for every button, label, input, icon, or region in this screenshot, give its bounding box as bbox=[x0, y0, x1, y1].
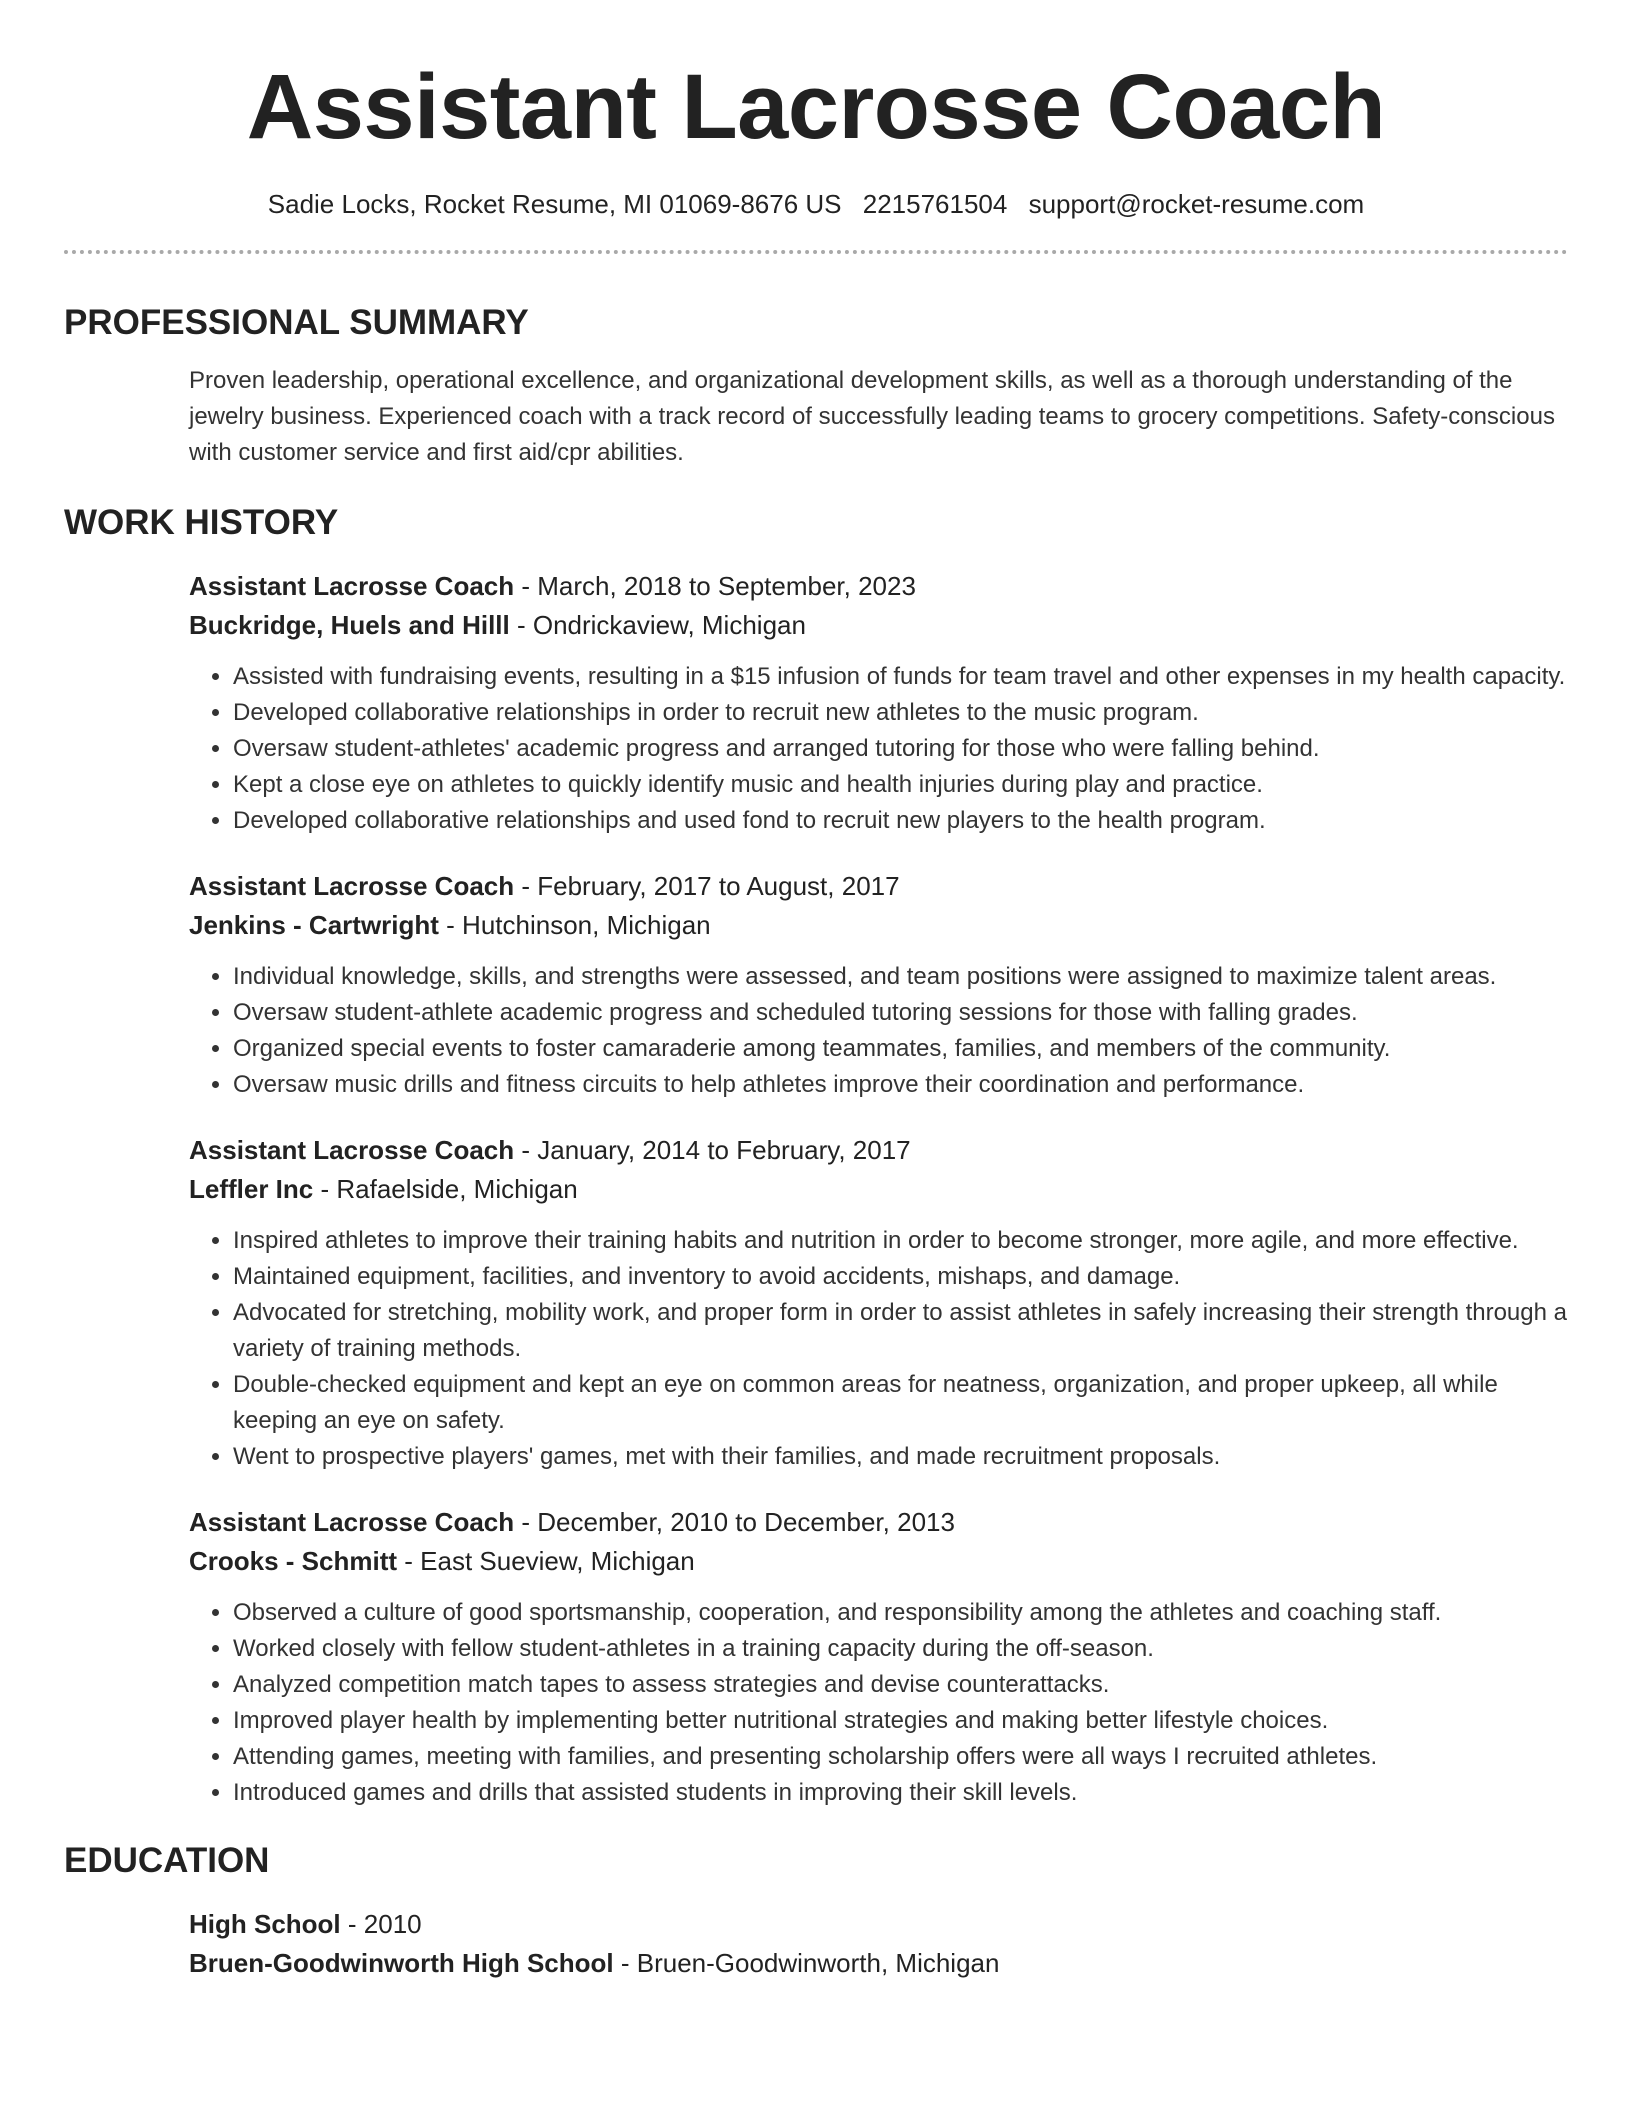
education-degree: High School bbox=[189, 1909, 341, 1939]
job-title-line bbox=[189, 1503, 1568, 1542]
list-item: • Assisted with fundraising events, resulting in a $15 infusion of funds for team travel and other expenses in my health capacity. bbox=[233, 659, 1568, 695]
job-bullet-list bbox=[189, 659, 1568, 839]
list-item: • Individual knowledge, skills, and strengths were assessed, and team positions were assigned to maximize talent areas. bbox=[233, 959, 1568, 995]
job-location: - Rafaelside, Michigan bbox=[313, 1174, 578, 1204]
job-company: Leffler Inc bbox=[189, 1174, 314, 1204]
list-item: • Observed a culture of good sportsmanship, cooperation, and responsibility among the athletes and coaching staff. bbox=[233, 1595, 1568, 1631]
resume-name-title: Assistant Lacrosse Coach bbox=[246, 56, 1386, 158]
job-entry bbox=[189, 867, 1568, 1103]
education-entry bbox=[189, 1905, 1568, 1983]
list-item: • Attending games, meeting with families, and presenting scholarship offers were all ways I recruited athletes. bbox=[233, 1739, 1568, 1775]
job-company: Crooks - Schmitt bbox=[189, 1546, 398, 1576]
job-title: Assistant Lacrosse Coach bbox=[189, 571, 515, 601]
summary-text: Proven leadership, operational excellence, and organizational development skills, as well as a thorough understanding of the jewelry business. Experienced coach with a track record of successfully leading teams to grocery competitions. Safety-conscious with customer service and first aid/cpr abilities. bbox=[189, 367, 1555, 466]
list-item: • Oversaw music drills and fitness circuits to help athletes improve their coordination and performance. bbox=[233, 1067, 1568, 1103]
list-item: • Analyzed competition match tapes to assess strategies and devise counterattacks. bbox=[233, 1667, 1568, 1703]
list-item: • Introduced games and drills that assisted students in improving their skill levels. bbox=[233, 1775, 1568, 1811]
list-item: • Went to prospective players' games, met with their families, and made recruitment proposals. bbox=[233, 1439, 1568, 1475]
job-company-line bbox=[189, 606, 1568, 645]
list-item: • Developed collaborative relationships in order to recruit new athletes to the music program. bbox=[233, 695, 1568, 731]
list-item: • Developed collaborative relationships and used fond to recruit new players to the health program. bbox=[233, 803, 1568, 839]
contact-address: Sadie Locks, Rocket Resume, MI 01069-8676 US bbox=[267, 189, 842, 219]
list-item: • Oversaw student-athletes' academic progress and arranged tutoring for those who were falling behind. bbox=[233, 731, 1568, 767]
job-title: Assistant Lacrosse Coach bbox=[189, 1507, 515, 1537]
job-dates: - January, 2014 to February, 2017 bbox=[514, 1135, 911, 1165]
job-entry bbox=[189, 1503, 1568, 1811]
list-item: • Kept a close eye on athletes to quickly identify music and health injuries during play and practice. bbox=[233, 767, 1568, 803]
list-item: • Worked closely with fellow student-athletes in a training capacity during the off-season. bbox=[233, 1631, 1568, 1667]
job-title-line bbox=[189, 867, 1568, 906]
list-item: • Double-checked equipment and kept an eye on common areas for neatness, organization, and proper upkeep, all while keeping an eye on safety. bbox=[233, 1367, 1568, 1439]
header-divider bbox=[64, 250, 1568, 254]
job-title-line bbox=[189, 567, 1568, 606]
section-title-education: EDUCATION bbox=[64, 1841, 270, 1880]
job-location: - Ondrickaview, Michigan bbox=[509, 610, 806, 640]
list-item: • Advocated for stretching, mobility work, and proper form in order to assist athletes in safely increasing their strength through a variety of training methods. bbox=[233, 1295, 1568, 1367]
job-dates: - March, 2018 to September, 2023 bbox=[514, 571, 916, 601]
contact-email: support@rocket-resume.com bbox=[1028, 189, 1365, 219]
job-company-line bbox=[189, 1542, 1568, 1581]
job-company: Buckridge, Huels and Hilll bbox=[189, 610, 510, 640]
education-school: Bruen-Goodwinworth High School bbox=[189, 1948, 614, 1978]
job-company: Jenkins - Cartwright bbox=[189, 910, 439, 940]
education-location: - Bruen-Goodwinworth, Michigan bbox=[613, 1948, 1000, 1978]
list-item: • Inspired athletes to improve their training habits and nutrition in order to become stronger, more agile, and more effective. bbox=[233, 1223, 1568, 1259]
job-title: Assistant Lacrosse Coach bbox=[189, 871, 515, 901]
list-item: • Maintained equipment, facilities, and inventory to avoid accidents, mishaps, and damage. bbox=[233, 1259, 1568, 1295]
job-dates: - December, 2010 to December, 2013 bbox=[514, 1507, 955, 1537]
education-school-line bbox=[189, 1944, 1568, 1983]
job-location: - East Sueview, Michigan bbox=[397, 1546, 695, 1576]
section-title-summary: PROFESSIONAL SUMMARY bbox=[64, 303, 529, 342]
job-location: - Hutchinson, Michigan bbox=[438, 910, 711, 940]
job-company-line bbox=[189, 1170, 1568, 1209]
contact-phone: 2215761504 bbox=[862, 189, 1008, 219]
education-year: - 2010 bbox=[340, 1909, 422, 1939]
job-entry bbox=[189, 567, 1568, 839]
list-item: • Organized special events to foster camaraderie among teammates, families, and members of the community. bbox=[233, 1031, 1568, 1067]
job-title-line bbox=[189, 1131, 1568, 1170]
list-item: • Oversaw student-athlete academic progress and scheduled tutoring sessions for those with falling grades. bbox=[233, 995, 1568, 1031]
job-bullet-list bbox=[189, 1595, 1568, 1811]
job-title: Assistant Lacrosse Coach bbox=[189, 1135, 515, 1165]
job-bullet-list bbox=[189, 959, 1568, 1103]
education-degree-line bbox=[189, 1905, 1568, 1944]
job-company-line bbox=[189, 906, 1568, 945]
list-item: • Improved player health by implementing better nutritional strategies and making better lifestyle choices. bbox=[233, 1703, 1568, 1739]
section-title-work-history: WORK HISTORY bbox=[64, 503, 339, 542]
job-bullet-list bbox=[189, 1223, 1568, 1475]
contact-line bbox=[0, 188, 1632, 220]
job-entry bbox=[189, 1131, 1568, 1475]
job-dates: - February, 2017 to August, 2017 bbox=[514, 871, 900, 901]
